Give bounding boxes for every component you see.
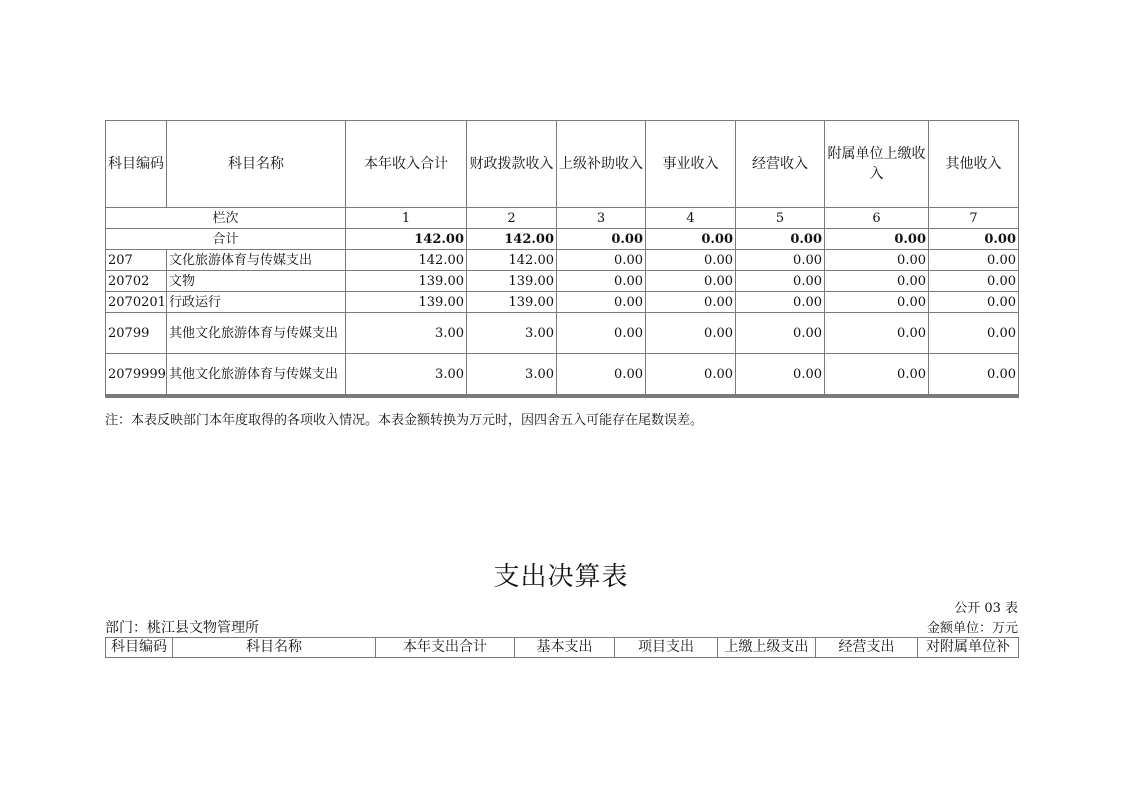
row-value: 139.00 — [467, 271, 557, 292]
row-value: 3.00 — [346, 354, 467, 397]
expense-header-project: 项目支出 — [615, 638, 718, 658]
column-number: 5 — [736, 208, 825, 229]
expense-header-superior: 上缴上级支出 — [718, 638, 816, 658]
row-value: 0.00 — [557, 313, 646, 354]
amount-unit-label: 金额单位：万元 — [926, 621, 1018, 636]
row-value: 0.00 — [825, 250, 929, 271]
column-number-row — [106, 208, 1019, 229]
table-row — [106, 313, 1019, 354]
header-affiliated: 附属单位上缴收入 — [825, 121, 929, 208]
header-operating: 经营收入 — [736, 121, 825, 208]
row-name: 文化旅游体育与传媒支出 — [167, 250, 346, 271]
total-value: 0.00 — [557, 229, 646, 250]
total-value: 0.00 — [825, 229, 929, 250]
total-value: 0.00 — [929, 229, 1019, 250]
expense-header-name: 科目名称 — [173, 638, 376, 658]
header-name: 科目名称 — [167, 121, 346, 208]
expense-header-basic: 基本支出 — [515, 638, 615, 658]
row-value: 0.00 — [736, 250, 825, 271]
header-other: 其他收入 — [929, 121, 1019, 208]
total-value: 142.00 — [346, 229, 467, 250]
expense-header-code: 科目编码 — [106, 638, 173, 658]
row-code: 2070201 — [106, 292, 167, 313]
expense-header-total: 本年支出合计 — [376, 638, 515, 658]
row-value: 139.00 — [346, 292, 467, 313]
expense-header-row — [106, 638, 1019, 658]
row-value: 0.00 — [825, 313, 929, 354]
row-code: 2079999 — [106, 354, 167, 397]
row-value: 0.00 — [557, 271, 646, 292]
column-number: 6 — [825, 208, 929, 229]
header-code: 科目编码 — [106, 121, 167, 208]
row-value: 0.00 — [825, 354, 929, 397]
row-value: 0.00 — [736, 292, 825, 313]
row-value: 139.00 — [346, 271, 467, 292]
table-row — [106, 271, 1019, 292]
row-name: 其他文化旅游体育与传媒支出 — [167, 354, 346, 397]
row-value: 0.00 — [736, 313, 825, 354]
row-value: 0.00 — [646, 292, 736, 313]
row-value: 0.00 — [557, 354, 646, 397]
row-value: 142.00 — [467, 250, 557, 271]
total-value: 0.00 — [646, 229, 736, 250]
total-label: 合计 — [106, 229, 346, 250]
row-value: 0.00 — [929, 313, 1019, 354]
table-row — [106, 354, 1019, 397]
total-row — [106, 229, 1019, 250]
row-name: 文物 — [167, 271, 346, 292]
expense-header-affiliated: 对附属单位补 — [918, 638, 1019, 658]
row-value: 3.00 — [346, 313, 467, 354]
column-number: 3 — [557, 208, 646, 229]
expense-table — [105, 637, 1019, 658]
page-title: 支出决算表 — [493, 562, 629, 592]
row-code: 20799 — [106, 313, 167, 354]
column-number: 1 — [346, 208, 467, 229]
expense-header-operating: 经营支出 — [816, 638, 918, 658]
column-number: 7 — [929, 208, 1019, 229]
row-value: 0.00 — [557, 250, 646, 271]
row-value: 0.00 — [825, 292, 929, 313]
income-table — [105, 120, 1019, 398]
row-name: 其他文化旅游体育与传媒支出 — [167, 313, 346, 354]
row-value: 3.00 — [467, 313, 557, 354]
row-value: 0.00 — [646, 250, 736, 271]
column-number-label: 栏次 — [106, 208, 346, 229]
row-value: 0.00 — [929, 354, 1019, 397]
header-superior: 上级补助收入 — [557, 121, 646, 208]
column-number: 2 — [467, 208, 557, 229]
header-total: 本年收入合计 — [346, 121, 467, 208]
total-value: 0.00 — [736, 229, 825, 250]
row-value: 0.00 — [646, 354, 736, 397]
header-business: 事业收入 — [646, 121, 736, 208]
form-number: 公开 03 表 — [954, 601, 1018, 616]
department-label: 部门：桃江县文物管理所 — [105, 620, 259, 636]
column-number: 4 — [646, 208, 736, 229]
row-value: 3.00 — [467, 354, 557, 397]
row-value: 0.00 — [825, 271, 929, 292]
header-row — [106, 121, 1019, 208]
row-value: 0.00 — [736, 271, 825, 292]
row-value: 0.00 — [557, 292, 646, 313]
table-row — [106, 250, 1019, 271]
row-code: 207 — [106, 250, 167, 271]
total-value: 142.00 — [467, 229, 557, 250]
row-value: 0.00 — [929, 292, 1019, 313]
row-value: 0.00 — [929, 250, 1019, 271]
row-value: 0.00 — [646, 271, 736, 292]
table-footnote: 注：本表反映部门本年度取得的各项收入情况。本表金额转换为万元时，因四舍五入可能存在尾数误差。 — [105, 413, 704, 428]
row-value: 0.00 — [929, 271, 1019, 292]
table-row — [106, 292, 1019, 313]
header-fiscal: 财政拨款收入 — [467, 121, 557, 208]
row-value: 142.00 — [346, 250, 467, 271]
row-value: 0.00 — [646, 313, 736, 354]
row-value: 139.00 — [467, 292, 557, 313]
row-name: 行政运行 — [167, 292, 346, 313]
row-value: 0.00 — [736, 354, 825, 397]
row-code: 20702 — [106, 271, 167, 292]
